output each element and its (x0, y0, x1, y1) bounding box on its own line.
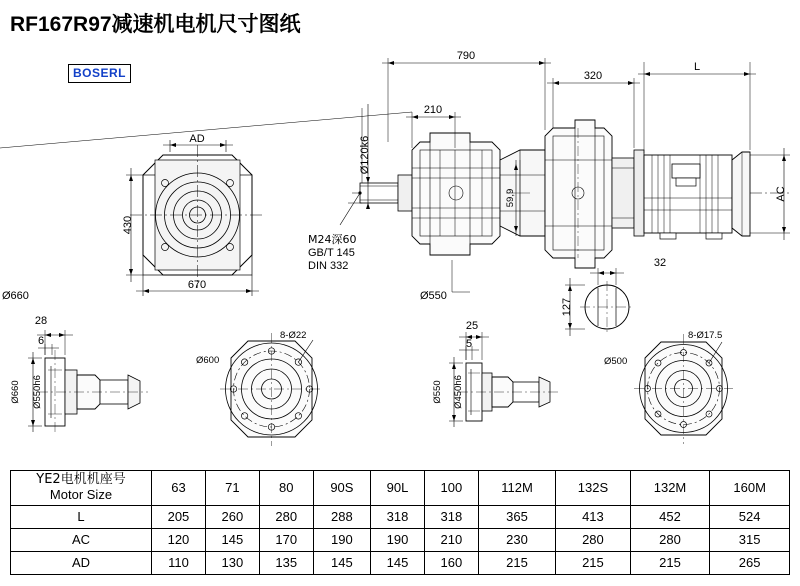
cell: 110 (152, 551, 206, 574)
col-132M: 132M (630, 471, 710, 506)
table-row (11, 528, 790, 551)
dim-dia450h6-label: Ø450h6 (453, 375, 464, 409)
cell: 135 (259, 551, 313, 574)
cell: 413 (556, 505, 631, 528)
dim-dia500-label: Ø500 (604, 356, 628, 367)
col-132S: 132S (556, 471, 631, 506)
cell: 145 (205, 528, 259, 551)
col-80: 80 (259, 471, 313, 506)
cell: 130 (205, 551, 259, 574)
view-flange-660-section (28, 330, 148, 434)
standard-din-label: DIN 332 (308, 260, 349, 272)
cell: 452 (630, 505, 710, 528)
dim-dia660-title-label: Ø660 (2, 290, 29, 302)
row-label-AD: AD (11, 551, 152, 574)
col-90S: 90S (313, 471, 370, 506)
dim-320-label: 320 (583, 70, 603, 82)
cell: 280 (259, 505, 313, 528)
thread-spec-label: M24深60 (308, 233, 357, 246)
dim-dia550h6-label: Ø550h6 (32, 375, 43, 409)
cell: 318 (424, 505, 478, 528)
col-63: 63 (152, 471, 206, 506)
dim-28-label: 28 (34, 315, 48, 327)
brand-logo: BOSERL (68, 64, 131, 83)
dim-430-label: 430 (122, 215, 134, 235)
dim-6-label: 6 (37, 335, 45, 347)
cell: 215 (556, 551, 631, 574)
cell: 190 (313, 528, 370, 551)
view-flange-500-face (634, 334, 733, 444)
dim-59-9-label: 59,9 (505, 188, 516, 208)
cell: 524 (710, 505, 790, 528)
cell: 145 (313, 551, 370, 574)
cell: 160 (424, 551, 478, 574)
cell: 260 (205, 505, 259, 528)
dim-AC-label: AC (775, 186, 787, 202)
table-header-row (11, 471, 790, 506)
dim-790-label: 790 (456, 50, 476, 62)
dim-25-label: 25 (465, 320, 479, 332)
dim-670-label: 670 (187, 279, 207, 291)
holes-175-label: 8-Ø17.5 (688, 330, 723, 341)
cell: 210 (424, 528, 478, 551)
dim-dia120k6-label: Ø120k6 (359, 135, 371, 175)
view-main-assembly (0, 58, 790, 292)
standard-gb-label: GB/T 145 (308, 247, 355, 259)
dim-dia660-label: Ø660 (10, 380, 21, 404)
holes-22-label: 8-Ø22 (280, 330, 307, 341)
dim-dia600-label: Ø600 (196, 355, 220, 366)
cell: 265 (710, 551, 790, 574)
table-row (11, 505, 790, 528)
col-71: 71 (205, 471, 259, 506)
view-left-end (126, 140, 265, 296)
dim-dia550-center-label: Ø550 (420, 290, 447, 302)
page-title: RF167R97减速机电机尺寸图纸 (10, 13, 301, 36)
row-label-L: L (11, 505, 152, 528)
dim-ad-label: AD (189, 133, 205, 145)
dim-210-label: 210 (423, 104, 443, 116)
cell: 215 (478, 551, 555, 574)
table-header-en: Motor Size (49, 486, 113, 502)
motor-size-table (10, 470, 790, 575)
dim-dia550-label: Ø550 (432, 380, 443, 404)
view-flange-600-face (220, 333, 323, 446)
cell: 230 (478, 528, 555, 551)
cell: 318 (371, 505, 425, 528)
cell: 365 (478, 505, 555, 528)
col-160M: 160M (710, 471, 790, 506)
col-100: 100 (424, 471, 478, 506)
col-112M: 112M (478, 471, 555, 506)
cell: 315 (710, 528, 790, 551)
table-header-motor-size (11, 471, 152, 506)
cell: 120 (152, 528, 206, 551)
table-row (11, 551, 790, 574)
cell: 190 (371, 528, 425, 551)
view-key-section (565, 268, 634, 336)
row-label-AC: AC (11, 528, 152, 551)
cell: 145 (371, 551, 425, 574)
dim-5-label: 5 (465, 338, 473, 350)
col-90L: 90L (371, 471, 425, 506)
dim-32-label: 32 (653, 257, 667, 269)
cell: 280 (630, 528, 710, 551)
cell: 170 (259, 528, 313, 551)
cell: 280 (556, 528, 631, 551)
dim-127-label: 127 (561, 297, 573, 317)
cell: 215 (630, 551, 710, 574)
dim-L-label: L (693, 61, 701, 73)
cell: 205 (152, 505, 206, 528)
table-header-cn: YE2电机机座号 (36, 472, 126, 487)
cell: 288 (313, 505, 370, 528)
